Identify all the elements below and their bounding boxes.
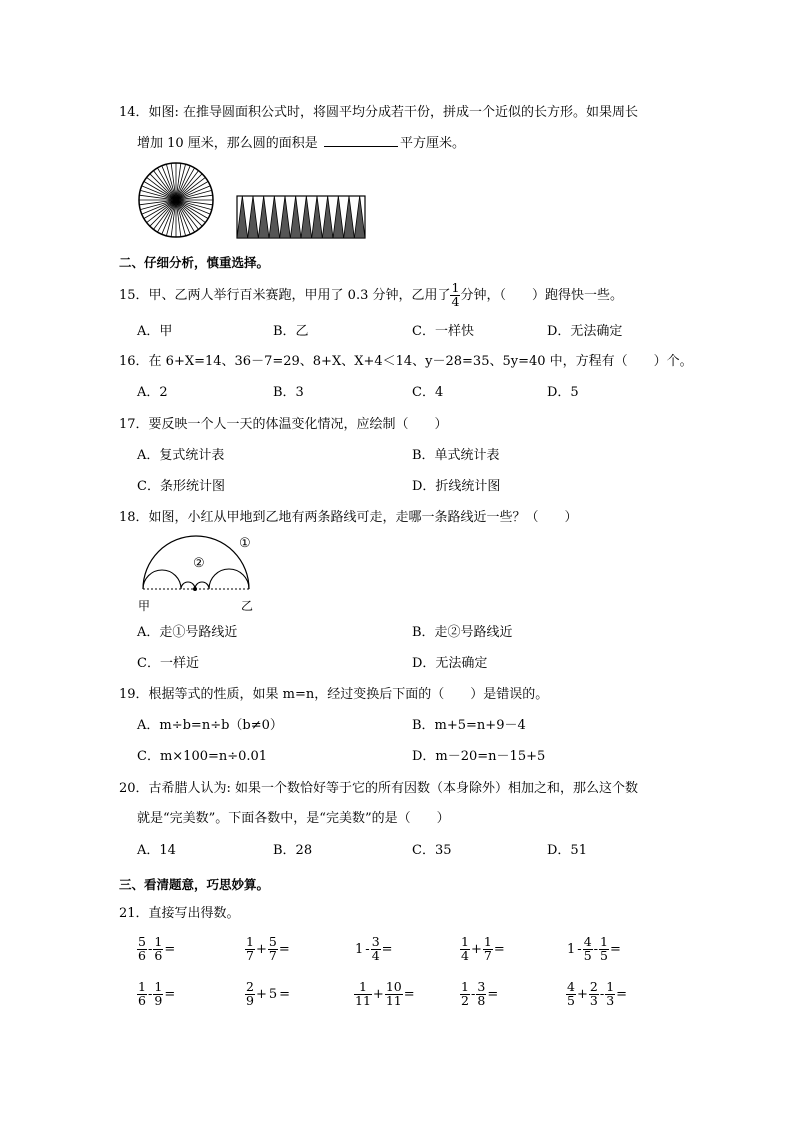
q20-line1: 20．古希腊人认为: 如果一个数恰好等于它的所有因数（本身除外）相加之和，那么这个数 <box>119 781 639 796</box>
fraction <box>476 981 486 1007</box>
q20-option-b[interactable]: B．28 <box>273 843 313 858</box>
fraction <box>153 981 163 1007</box>
q15-option-b[interactable]: B．乙 <box>273 324 309 339</box>
numerator: 1 <box>600 934 608 949</box>
equals-sign: = <box>487 986 499 1002</box>
q17-question: 17．要反映一个人一天的体温变化情况，应绘制（ ） <box>119 417 448 432</box>
q20-option-a[interactable]: A．14 <box>137 843 176 858</box>
numerator: 2 <box>246 979 254 994</box>
sector-line <box>176 190 212 200</box>
q19-option-a[interactable]: A．m÷b=n÷b（b≠0） <box>137 718 283 733</box>
equals-sign: = <box>164 941 176 957</box>
numerator: 5 <box>138 934 146 949</box>
operator: + <box>255 986 267 1002</box>
q16-question: 16．在 6+X=14、36－7=29、8+X、X+4＜14、y－28=35、5y=40 中，方程有（ ）个。 <box>119 354 693 369</box>
q19-option-b[interactable]: B．m+5=n+9－4 <box>412 718 526 733</box>
q17-option-b[interactable]: B．单式统计表 <box>412 448 500 463</box>
fraction <box>137 936 147 962</box>
denominator: 4 <box>461 947 469 963</box>
numerator: 1 <box>154 979 163 994</box>
q16-option-d[interactable]: D．5 <box>547 385 579 400</box>
operator: + <box>470 941 482 957</box>
fraction <box>153 936 163 962</box>
denominator: 6 <box>154 947 163 963</box>
numerator: 1 <box>483 934 492 949</box>
route-label-1: ① <box>239 536 251 551</box>
numerator: 4 <box>583 934 592 949</box>
numerator: 3 <box>477 979 486 994</box>
numerator: 3 <box>371 934 380 949</box>
sector-line <box>176 200 186 236</box>
q16-option-b[interactable]: B．3 <box>273 385 304 400</box>
q18-option-c[interactable]: C．一样近 <box>137 656 199 671</box>
q21-instruction: 21．直接写出得数。 <box>119 906 240 921</box>
fraction <box>385 981 403 1007</box>
q18-question: 18．如图，小红从甲地到乙地有两条路线可走，走哪一条路线近一些？（ ） <box>119 510 578 525</box>
sector-line <box>176 164 186 200</box>
operator: + <box>372 986 384 1002</box>
denominator: 3 <box>606 992 615 1008</box>
numerator: 1 <box>154 934 163 949</box>
q14-answer-blank[interactable] <box>324 136 398 147</box>
q14-line1: 14．如图: 在推导圆面积公式时，将圆平均分成若干份，拼成一个近似的长方形。如果周长 <box>119 105 639 120</box>
rectangle-triangles-figure <box>236 195 366 239</box>
q14-line2-unit: 平方厘米。 <box>399 136 465 151</box>
circle-sectors-figure <box>136 160 216 240</box>
operator: - <box>593 941 599 957</box>
mental-math-expression[interactable] <box>566 936 622 962</box>
whole-number: 1 <box>355 941 364 957</box>
numerator: 1 <box>606 979 615 994</box>
equals-sign: = <box>164 986 176 1002</box>
q19-option-d[interactable]: D．m－20=n－15+5 <box>412 749 546 764</box>
q18-option-d[interactable]: D．无法确定 <box>412 656 488 671</box>
mental-math-expression[interactable] <box>354 981 416 1007</box>
fraction <box>599 936 609 962</box>
whole-number: 5 <box>268 986 278 1002</box>
mental-math-expression[interactable] <box>460 981 499 1007</box>
q15-option-c[interactable]: C．一样快 <box>412 324 474 339</box>
denominator: 7 <box>246 947 254 963</box>
mental-math-expression[interactable] <box>460 936 506 962</box>
numerator: 10 <box>385 979 402 994</box>
equals-sign: = <box>616 986 628 1002</box>
q18-option-b[interactable]: B．走②号路线近 <box>412 625 513 640</box>
fraction <box>371 936 381 962</box>
fraction <box>460 981 470 1007</box>
q15-option-d[interactable]: D．无法确定 <box>547 324 623 339</box>
operator: - <box>147 986 153 1002</box>
mental-math-expression[interactable] <box>245 981 291 1007</box>
fraction <box>268 936 278 962</box>
equals-sign: = <box>493 941 505 957</box>
denominator: 4 <box>371 947 380 963</box>
denominator: 11 <box>355 992 371 1008</box>
route-label-2: ② <box>193 556 205 571</box>
fraction <box>460 936 470 962</box>
operator: + <box>255 941 267 957</box>
operator: - <box>147 941 153 957</box>
numerator: 1 <box>354 981 372 995</box>
q15-text-post: 分钟，（ ）跑得快一些。 <box>460 287 623 303</box>
sector-line <box>166 200 176 236</box>
q14-line2 <box>137 136 465 150</box>
route-label-start: 甲 <box>138 599 151 613</box>
q17-option-c[interactable]: C．条形统计图 <box>137 479 225 494</box>
sector-line <box>176 200 212 210</box>
route-label-end: 乙 <box>241 599 254 613</box>
q20-option-c[interactable]: C．35 <box>412 843 452 858</box>
fraction <box>137 981 147 1007</box>
fraction <box>483 936 493 962</box>
q16-option-a[interactable]: A．2 <box>137 385 168 400</box>
numerator: 1 <box>246 934 254 949</box>
numerator: 1 <box>461 934 469 949</box>
sector-line <box>166 164 176 200</box>
operator: - <box>577 941 582 957</box>
operator: - <box>365 941 370 957</box>
denominator: 5 <box>583 947 592 963</box>
denominator: 11 <box>385 992 402 1008</box>
fraction <box>605 981 615 1007</box>
q16-option-c[interactable]: C．4 <box>412 385 444 400</box>
equals-sign: = <box>381 941 393 957</box>
denominator: 8 <box>477 992 486 1008</box>
q20-option-d[interactable]: D．51 <box>547 843 587 858</box>
q14-line2-text: 增加 10 厘米，那么圆的面积是 <box>137 136 318 151</box>
whole-number: 1 <box>567 941 576 957</box>
q15-frac-den: 4 <box>451 293 460 309</box>
fraction <box>589 981 599 1007</box>
equals-sign: = <box>610 941 621 957</box>
sector-line <box>140 190 176 200</box>
denominator: 9 <box>246 992 254 1008</box>
q17-option-d[interactable]: D．折线统计图 <box>412 479 501 494</box>
q20-line2: 就是“完美数”。下面各数中，是“完美数”的是（ ） <box>137 811 450 826</box>
q19-question: 19．根据等式的性质，如果 m=n，经过变换后下面的（ ）是错误的。 <box>119 687 549 702</box>
section-2-heading: 二、仔细分析，慎重选择。 <box>119 255 270 270</box>
fraction <box>354 981 372 1007</box>
mental-math-expression[interactable] <box>137 936 176 962</box>
fraction <box>583 936 593 962</box>
numerator: 1 <box>138 979 146 994</box>
numerator: 5 <box>268 934 277 949</box>
equals-sign: = <box>403 986 415 1002</box>
numerator: 1 <box>461 979 469 994</box>
q15-fraction <box>450 282 460 308</box>
operator: - <box>599 986 605 1002</box>
section-3-heading: 三、看清题意，巧思妙算。 <box>119 877 270 892</box>
denominator: 6 <box>138 992 146 1008</box>
denominator: 6 <box>138 947 146 963</box>
q15-question <box>119 282 623 308</box>
mental-math-expression[interactable] <box>566 981 628 1007</box>
fraction <box>566 981 576 1007</box>
denominator: 5 <box>567 992 575 1008</box>
denominator: 2 <box>461 992 469 1008</box>
equals-sign: = <box>278 941 290 957</box>
fraction <box>245 936 255 962</box>
fraction <box>245 981 255 1007</box>
operator: - <box>470 986 476 1002</box>
denominator: 3 <box>589 992 598 1008</box>
denominator: 5 <box>600 947 608 963</box>
denominator: 9 <box>154 992 163 1008</box>
q15-option-a[interactable]: A．甲 <box>137 324 173 339</box>
equals-sign: = <box>279 986 291 1002</box>
denominator: 7 <box>268 947 277 963</box>
operator: + <box>576 986 588 1002</box>
q15-frac-num: 1 <box>451 280 460 295</box>
q15-text-pre: 15．甲、乙两人举行百米赛跑，甲用了 0.3 分钟，乙用了 <box>119 287 451 303</box>
mental-math-expression[interactable] <box>354 936 394 962</box>
mental-math-expression[interactable] <box>245 936 291 962</box>
mental-math-expression[interactable] <box>137 981 176 1007</box>
q17-option-a[interactable]: A．复式统计表 <box>137 448 225 463</box>
sector-line <box>140 200 176 210</box>
numerator: 2 <box>589 979 598 994</box>
q19-option-c[interactable]: C．m×100=n÷0.01 <box>137 749 268 764</box>
numerator: 4 <box>567 979 575 994</box>
q18-option-a[interactable]: A．走①号路线近 <box>137 625 238 640</box>
denominator: 7 <box>483 947 492 963</box>
